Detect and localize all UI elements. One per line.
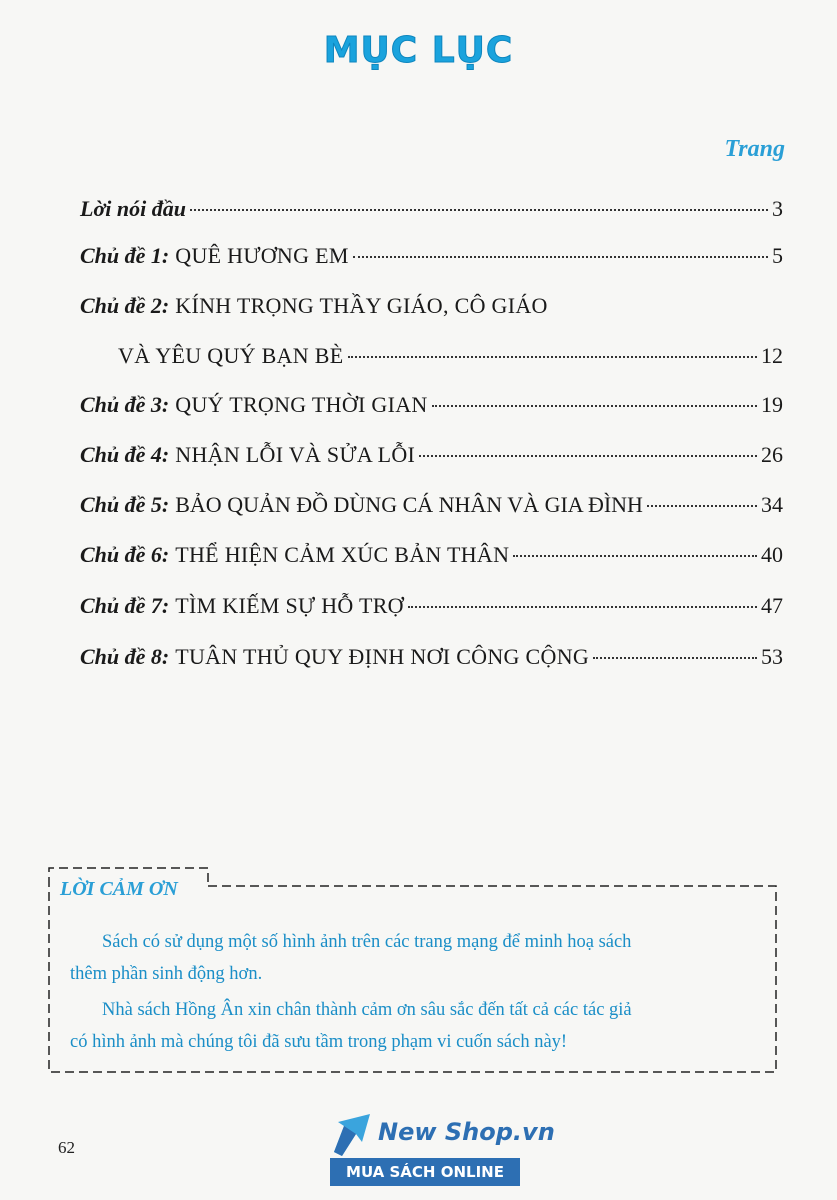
toc-page-number: 47 bbox=[761, 593, 783, 618]
thanks-text-line: có hình ảnh mà chúng tôi đã sưu tầm trong phạm vi cuốn sách này! bbox=[70, 1032, 568, 1052]
toc-chapter-title: BẢO QUẢN ĐỒ DÙNG CÁ NHÂN VÀ GIA ĐÌNH bbox=[175, 492, 643, 517]
page-number: 62 bbox=[58, 1138, 75, 1157]
toc-row-chapter-7[interactable] bbox=[80, 593, 783, 619]
toc-row-chapter-2-cont[interactable] bbox=[80, 343, 783, 369]
toc-row-chapter-1[interactable] bbox=[80, 243, 783, 269]
toc-dot-leader bbox=[647, 504, 757, 507]
arrow-icon bbox=[330, 1112, 376, 1156]
toc-chapter-title: TUÂN THỦ QUY ĐỊNH NƠI CÔNG CỘNG bbox=[175, 644, 590, 669]
toc-chapter-title: QUÊ HƯƠNG EM bbox=[175, 243, 349, 268]
toc-chapter-label: Chủ đề 7: bbox=[80, 593, 170, 618]
toc-chapter-title: THỂ HIỆN CẢM XÚC BẢN THÂN bbox=[175, 542, 510, 567]
toc-chapter-label: Chủ đề 5: bbox=[80, 492, 170, 517]
toc-chapter-label: Chủ đề 3: bbox=[80, 392, 170, 417]
toc-chapter-title: QUÝ TRỌNG THỜI GIAN bbox=[175, 392, 428, 417]
logo-brand: New Shop.vn bbox=[378, 1118, 555, 1146]
toc-row-chapter-4[interactable] bbox=[80, 442, 783, 468]
toc-dot-leader bbox=[408, 605, 757, 608]
thanks-box bbox=[48, 866, 778, 1074]
toc-page-number: 53 bbox=[761, 644, 783, 669]
toc-row-chapter-5[interactable] bbox=[80, 492, 783, 518]
toc-chapter-label: Chủ đề 1: bbox=[80, 243, 170, 268]
toc-dot-leader bbox=[348, 355, 758, 358]
toc-row-chapter-3[interactable] bbox=[80, 392, 783, 418]
toc-chapter-title-cont: VÀ YÊU QUÝ BẠN BÈ bbox=[118, 343, 344, 368]
page-column-label: Trang bbox=[724, 136, 785, 162]
thanks-heading: LỜI CẢM ƠN bbox=[60, 878, 178, 900]
thanks-text-line: thêm phần sinh động hơn. bbox=[70, 964, 263, 984]
toc-page-number: 40 bbox=[761, 542, 783, 567]
toc-page-number: 5 bbox=[772, 243, 783, 268]
thanks-text-line: Nhà sách Hồng Ân xin chân thành cảm ơn sâu sắc đến tất cả các tác giả bbox=[102, 1000, 632, 1020]
page-title: MỤC LỤC bbox=[323, 30, 514, 71]
thanks-text-line: Sách có sử dụng một số hình ảnh trên các trang mạng để minh hoạ sách bbox=[102, 932, 632, 952]
toc-chapter-label: Chủ đề 8: bbox=[80, 644, 170, 669]
toc-page-number: 34 bbox=[761, 492, 783, 517]
toc-page-number: 26 bbox=[761, 442, 783, 467]
toc-row-chapter-8[interactable] bbox=[80, 644, 783, 670]
toc-chapter-label: Lời nói đầu bbox=[80, 196, 186, 221]
toc-dot-leader bbox=[593, 656, 757, 659]
toc-chapter-label: Chủ đề 4: bbox=[80, 442, 170, 467]
toc-chapter-label: Chủ đề 2: bbox=[80, 293, 170, 318]
toc-chapter-title: NHẬN LỖI VÀ SỬA LỖI bbox=[175, 442, 416, 467]
toc-dot-leader bbox=[190, 208, 768, 211]
toc-chapter-title: TÌM KIẾM SỰ HỖ TRỢ bbox=[175, 593, 404, 618]
toc-row-intro[interactable] bbox=[80, 196, 783, 222]
toc-page-number: 3 bbox=[772, 196, 783, 221]
logo-tagline: MUA SÁCH ONLINE bbox=[330, 1158, 520, 1186]
toc-chapter-title: KÍNH TRỌNG THẦY GIÁO, CÔ GIÁO bbox=[175, 293, 548, 318]
toc-page-number: 12 bbox=[761, 343, 783, 368]
newshop-logo[interactable] bbox=[330, 1108, 555, 1188]
toc-dot-leader bbox=[432, 404, 757, 407]
toc-dot-leader bbox=[353, 255, 768, 258]
toc-row-chapter-6[interactable] bbox=[80, 542, 783, 568]
toc-row-chapter-2[interactable] bbox=[80, 293, 783, 319]
toc-chapter-label: Chủ đề 6: bbox=[80, 542, 170, 567]
toc-dot-leader bbox=[419, 454, 757, 457]
toc-dot-leader bbox=[513, 554, 757, 557]
toc-page-number: 19 bbox=[761, 392, 783, 417]
